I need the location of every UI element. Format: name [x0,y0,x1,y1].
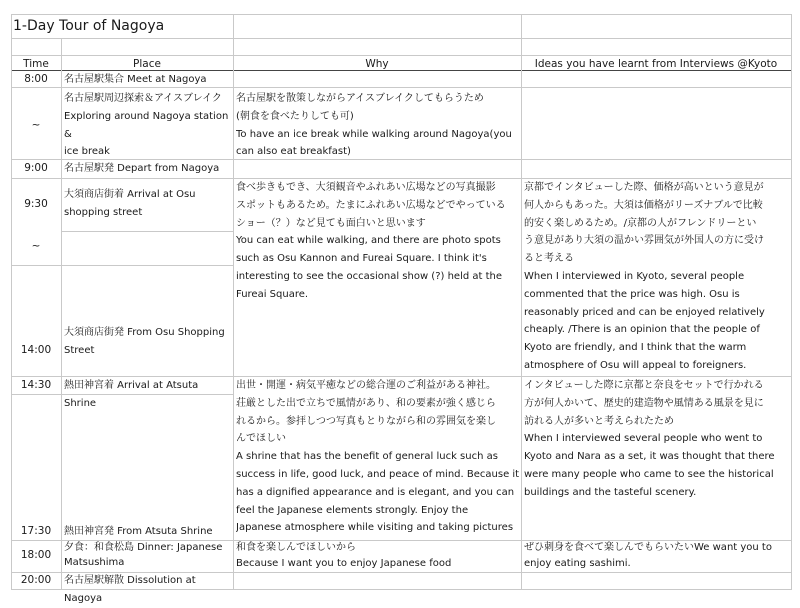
ideas-line: When I interviewed in Kyoto, several people [524,270,745,282]
ideas-line: cheaply. /There is an opinion that the people of [524,324,760,336]
ideas-line: When I interviewed several people who went to [524,433,763,445]
why-line: You can eat while walking, and there are photo spots [236,235,501,247]
ideas-line: う意見があり大須の温かい雰囲気が外国人の方に受け [524,235,764,247]
why-line: has a dignified appearance and is elegant, and you can [236,486,515,498]
ideas-line: commented that the price was high. Osu is [524,288,740,300]
time-cell: 14:00 [20,344,52,356]
ideas-line: enjoy eating sashimi. [524,558,631,569]
why-line: Because I want you to enjoy Japanese food [236,558,452,569]
gridline [11,38,791,39]
gridline [233,14,234,590]
why-line: (朝食を食べたりしても可) [236,110,354,122]
time-cell: ~ [31,240,41,252]
place-line: 大須商店街発 From Osu Shopping [64,327,225,338]
why-line: 食べ歩きもでき、大須観音やふれあい広場などの写真撮影 [236,182,496,193]
why-line: んでほしい [236,433,286,445]
time-cell: 17:30 [20,525,52,537]
why-line: 名古屋駅を散策しながらアイスブレイクしてもらうため [236,93,484,104]
ideas-line: 方が何人かいて、歴史的建造物や風情ある風景を見に [524,397,764,409]
header-ideas: Ideas you have learnt from Interviews @Kyoto [534,58,778,70]
ideas-cell [524,377,790,502]
header-time: Time [23,58,49,70]
ideas-cell [524,179,790,375]
why-line: Fureai Square. [236,288,309,300]
ideas-line: Kyoto and Nara as a set, it was thought that there [524,451,775,463]
place-cell [64,540,232,570]
why-line: feel the Japanese elements strongly. Enjoy the [236,504,469,516]
why-cell [236,179,520,304]
gridline [61,38,62,590]
ideas-line: 的安く楽しめるため。/京都の人がフレンドリーとい [524,217,757,229]
time-cell: 9:30 [24,198,48,210]
time-cell: 18:00 [20,549,52,561]
ideas-line: 何人からもあった。大須は価格がリーズナブルで比較 [524,199,763,211]
ideas-line: ると考える [524,253,574,265]
why-line: スポットもあるため。たまにふれあい広場などでやっている [236,199,506,211]
header-why: Why [365,58,389,70]
why-line: interesting to see the occasional show (?) held at the [236,270,503,282]
gridline [11,265,233,266]
place-cell: 名古屋駅発 Depart from Nagoya [64,163,220,174]
ideas-line: reasonably priced and can be enjoyed relatively [524,306,765,318]
ideas-line: ぜひ刺身を食べて楽しんでもらいたいWe want you to [524,542,772,553]
why-cell [236,377,520,537]
time-cell: 14:30 [20,379,52,391]
place-line: 夕食：和食松島 Dinner: Japanese [64,542,223,553]
place-cell: 名古屋駅解散 Dissolution at Nagoya [64,575,196,604]
place-line: Matsushima [64,557,125,568]
ideas-line: 京都でインタビューした際、価格が高いという意見が [524,182,764,193]
time-cell: 20:00 [20,574,52,586]
place-line: Exploring around Nagoya station & [64,110,229,140]
place-line: shopping street [64,206,143,218]
place-cell [64,324,232,360]
why-line: れるから。参拝しつつ写真もとりながら和の雰囲気を楽し [236,415,496,427]
why-line: A shrine that has the benefit of general luck such as [236,451,498,463]
place-line: 名古屋駅周辺探索＆アイスブレイク [64,93,222,104]
why-cell [236,90,520,161]
ideas-line: Kyoto are friendly, and I think that the warm [524,342,747,354]
gridline [11,14,791,15]
why-line: success in life, good luck, and peace of mind. Because it [236,468,520,480]
place-cell [64,186,232,222]
spreadsheet [11,14,793,604]
ideas-line: 訪れる人が多いと考えられたため [524,415,674,427]
why-cell [236,540,520,572]
header-place: Place [133,58,161,70]
why-line: can also eat breakfast) [236,146,351,158]
place-line: ice break [64,146,110,158]
why-line: Japanese atmosphere while visiting and taking pictures [236,522,514,534]
why-line: ショー（？）など見ても面白いと思います [236,217,426,229]
time-cell: 8:00 [24,73,48,85]
why-line: To have an ice break while walking around Nagoya(you [236,128,512,140]
place-cell: 名古屋駅集合 Meet at Nagoya [64,74,207,85]
why-line: 出世・開運・病気平癒などの総合運のご利益がある神社。 [236,380,496,391]
gridline [11,55,791,56]
why-line: 和食を楽しんでほしいから [236,542,356,553]
time-cell: ~ [31,119,41,131]
gridline [61,231,233,232]
place-line: Street [64,344,95,356]
place-cell: 熱田神宮発 From Atsuta Shrine [64,526,213,537]
place-line: 大須商店街着 Arrival at Osu [64,189,196,200]
gridline [11,14,12,590]
gridline [521,14,522,590]
gridline [791,14,792,590]
why-line: such as Osu Kannon and Fureai Square. I think it's [236,253,487,265]
ideas-line: were many people who came to see the historical [524,468,774,480]
ideas-cell [524,540,790,572]
ideas-line: buildings and the tasteful scenery. [524,486,697,498]
why-line: 荘厳とした出で立ちで風情があり、和の要素が強く感じら [236,397,496,409]
place-cell [64,90,232,161]
time-cell: 9:00 [24,162,48,174]
place-cell: 熱田神宮着 Arrival at Atsuta Shrine [64,380,199,409]
page-title: 1-Day Tour of Nagoya [13,18,165,34]
ideas-line: インタビューした際に京都と奈良をセットで行かれる [524,380,764,391]
ideas-line: atmosphere of Osu will appeal to foreigners. [524,359,747,371]
